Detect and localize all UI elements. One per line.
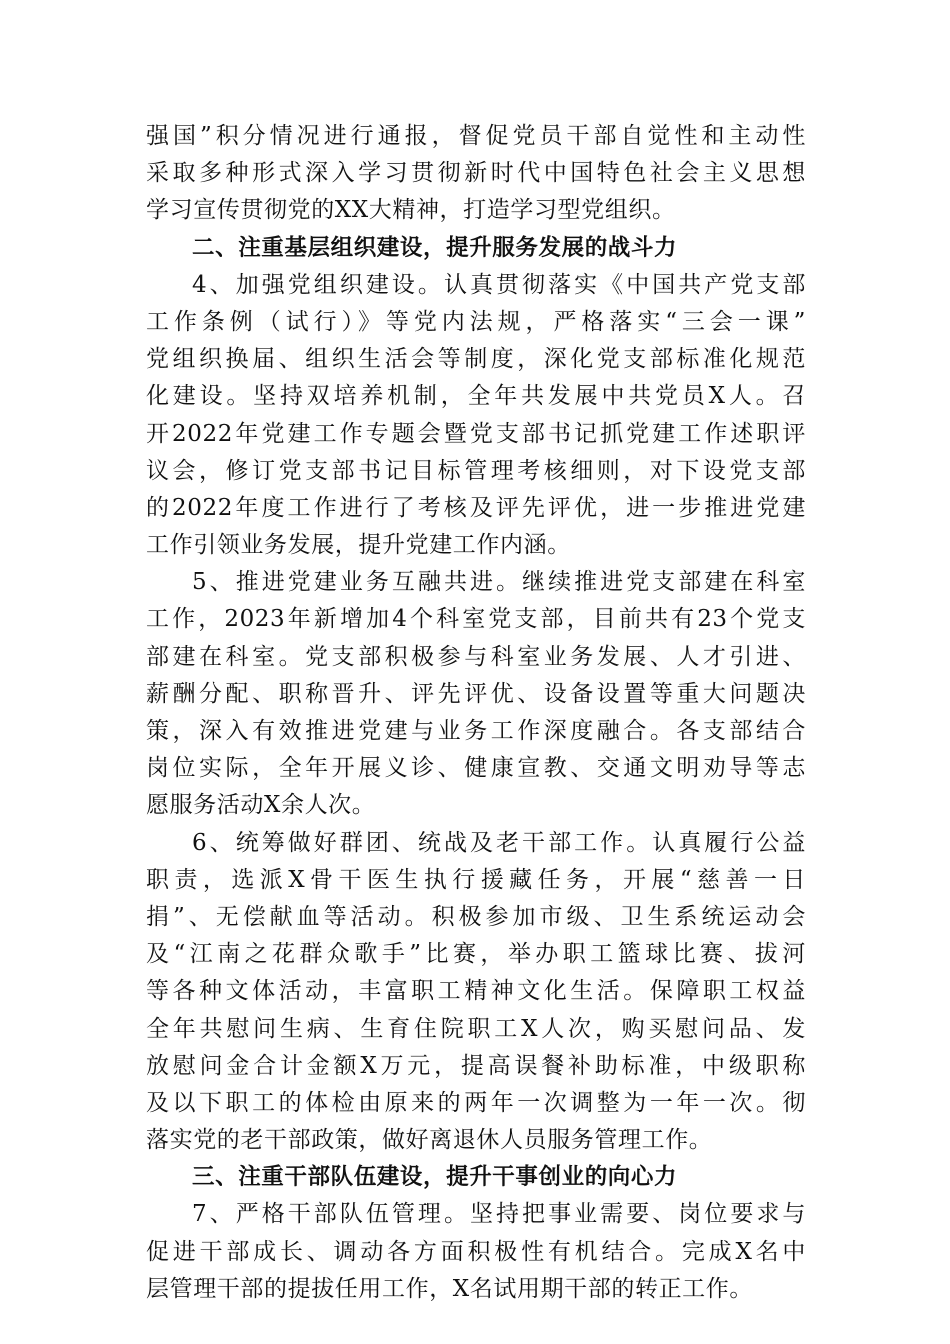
text-line: 工作，2023年新增加4个科室党支部，目前共有23个党支 bbox=[146, 606, 806, 633]
text-line: 强国”积分情况进行通报，督促党员干部自觉性和主动性 bbox=[146, 123, 806, 149]
text-line: 等各种文体活动，丰富职工精神文化生活。保障职工权益 bbox=[146, 978, 806, 1005]
text-line: 5、推进党建业务互融共进。继续推进党支部建在科室 bbox=[192, 569, 806, 596]
text-line: 职责，选派X骨干医生执行援藏任务，开展“慈善一日 bbox=[146, 866, 806, 893]
section-heading: 三、注重干部队伍建设，提升干事创业的向心力 bbox=[192, 1164, 678, 1191]
text-line: 部建在科室。党支部积极参与科室业务发展、人才引进、 bbox=[146, 643, 806, 670]
text-line: 的2022年度工作进行了考核及评先评优，进一步推进党建 bbox=[146, 494, 806, 521]
text-line: 议会，修订党支部书记目标管理考核细则，对下设党支部 bbox=[146, 457, 806, 484]
text-line: 促进干部成长、调动各方面积极性有机结合。完成X名中 bbox=[146, 1238, 806, 1265]
text-line: 捐”、无偿献血等活动。积极参加市级、卫生系统运动会 bbox=[146, 903, 806, 930]
text-line: 工作引领业务发展，提升党建工作内涵。 bbox=[146, 532, 571, 559]
text-line: 党组织换届、组织生活会等制度，深化党支部标准化规范 bbox=[146, 346, 806, 373]
text-line: 岗位实际，全年开展义诊、健康宣教、交通文明劝导等志 bbox=[146, 755, 806, 782]
text-line: 策，深入有效推进党建与业务工作深度融合。各支部结合 bbox=[146, 718, 806, 744]
text-line: 开2022年党建工作专题会暨党支部书记抓党建工作述职评 bbox=[146, 420, 806, 447]
text-line: 及“江南之花群众歌手”比赛，举办职工篮球比赛、拔河 bbox=[146, 941, 806, 968]
text-line: 7、严格干部队伍管理。坚持把事业需要、岗位要求与 bbox=[192, 1201, 806, 1228]
text-line: 6、统筹做好群团、统战及老干部工作。认真履行公益 bbox=[192, 829, 806, 856]
text-line: 愿服务活动X余人次。 bbox=[146, 792, 376, 819]
text-line: 薪酬分配、职称晋升、评先评优、设备设置等重大问题决 bbox=[146, 680, 806, 707]
text-line: 化建设。坚持双培养机制，全年共发展中共党员X人。召 bbox=[146, 383, 806, 410]
text-line: 及以下职工的体检由原来的两年一次调整为一年一次。彻 bbox=[146, 1089, 806, 1116]
document-page bbox=[146, 118, 806, 1308]
text-line: 采取多种形式深入学习贯彻新时代中国特色社会主义思想 bbox=[146, 160, 806, 187]
text-line: 4、加强党组织建设。认真贯彻落实《中国共产党支部 bbox=[192, 271, 806, 298]
text-line: 层管理干部的提拔任用工作，X名试用期干部的转正工作。 bbox=[146, 1275, 753, 1302]
text-line: 工作条例（试行）》等党内法规，严格落实“三会一课” bbox=[146, 308, 806, 335]
text-line: 放慰问金合计金额X万元，提高误餐补助标准，中级职称 bbox=[146, 1052, 806, 1079]
text-line: 全年共慰问生病、生育住院职工X人次，购买慰问品、发 bbox=[146, 1015, 806, 1042]
text-line: 学习宣传贯彻党的XX大精神，打造学习型党组织。 bbox=[146, 197, 676, 224]
text-line: 落实党的老干部政策，做好离退休人员服务管理工作。 bbox=[146, 1127, 713, 1154]
section-heading: 二、注重基层组织建设，提升服务发展的战斗力 bbox=[192, 234, 678, 261]
